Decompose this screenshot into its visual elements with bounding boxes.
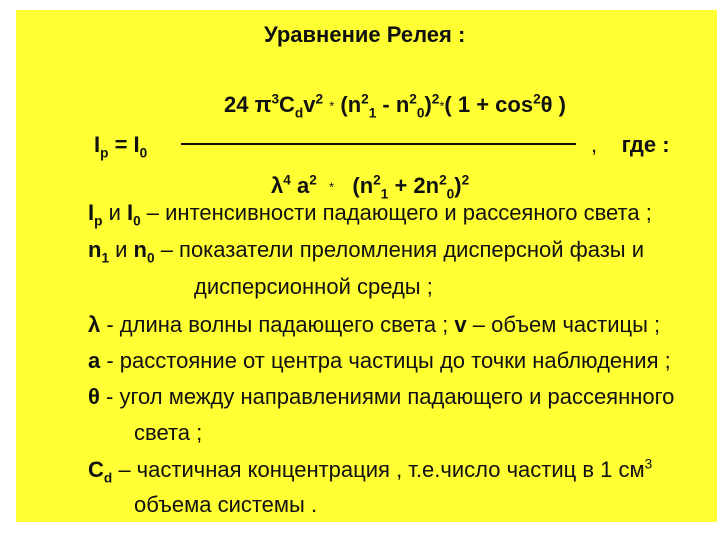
definition-concentration-cont: объема системы . — [134, 492, 318, 517]
definition-wavelength: λ - длина волны падающего света ; v – объем частицы ; — [88, 312, 661, 337]
definition-refraction-cont: дисперсионной среды ; — [194, 274, 433, 299]
slide — [16, 10, 717, 522]
formula-denominator: $\lambda^4$ $a^2$ * $(n^2_1 + 2n^2_0)^2$ — [271, 172, 470, 202]
slide-title: Уравнение Релея : — [264, 22, 466, 47]
formula-lhs: $I_p = I_0$ — [94, 132, 148, 161]
definition-distance: a - расстояние от центра частицы до точки наблюдения ; — [88, 348, 671, 373]
definition-concentration: $C_d$ – частичная концентрация , т.е.число частиц в 1 $см^3$ — [88, 456, 653, 486]
definition-intensity: $I_p$ и $I_0$ – интенсивности падающего и рассеяного света ; — [88, 200, 652, 229]
fraction-bar — [181, 143, 576, 145]
definition-refraction: $n_1$ и $n_0$ – показатели преломления дисперсной фазы и — [88, 237, 645, 266]
definition-angle-cont: света ; — [134, 420, 203, 445]
formula-where: , где : — [591, 132, 670, 157]
formula-numerator: 24 $\pi^3C_dv^2 * (n^2_1 - n^2_0)^2*$( $1 + \cos^2\theta$ ) — [224, 91, 566, 121]
definition-angle: θ - угол между направлениями падающего и рассеянного — [88, 384, 675, 409]
